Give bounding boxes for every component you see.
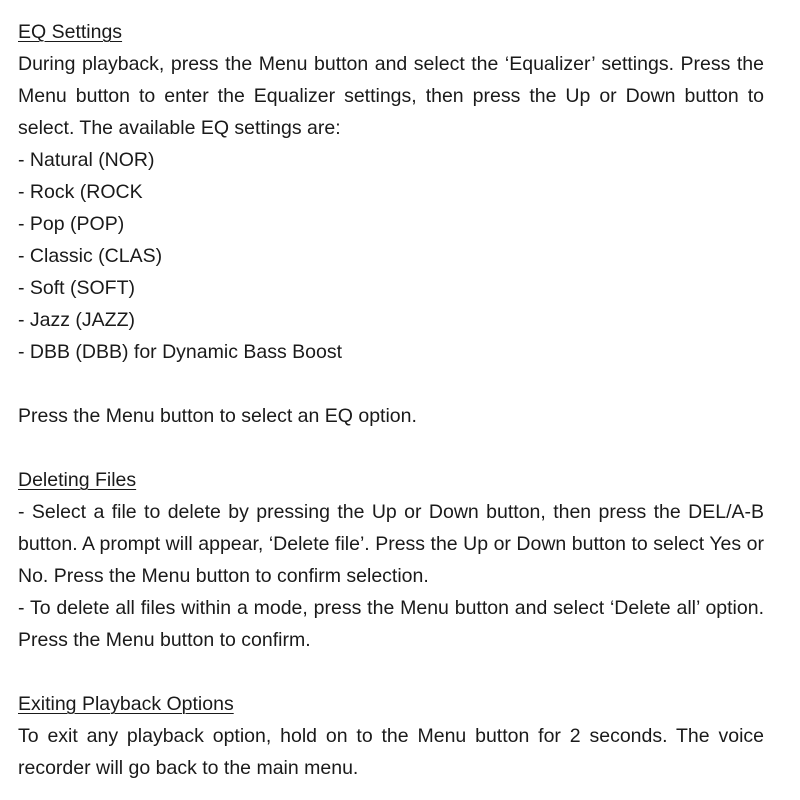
exiting-playback-section: [18, 688, 764, 784]
eq-option-natural: - Natural (NOR): [18, 149, 155, 171]
eq-option-pop: - Pop (POP): [18, 213, 125, 235]
eq-option-dbb: - DBB (DBB) for Dynamic Bass Boost: [18, 341, 342, 363]
spacer: [18, 432, 764, 464]
exiting-playback-heading: Exiting Playback Options: [18, 693, 234, 715]
eq-option-rock: - Rock (ROCK: [18, 181, 143, 203]
eq-settings-section: [18, 16, 764, 432]
spacer: [18, 656, 764, 688]
deleting-files-section: [18, 464, 764, 656]
eq-settings-closing: Press the Menu button to select an EQ option.: [18, 405, 417, 427]
deleting-files-heading: Deleting Files: [18, 469, 137, 491]
eq-option-classic: - Classic (CLAS): [18, 245, 163, 267]
document-page: [18, 16, 764, 784]
eq-settings-heading: EQ Settings: [18, 21, 123, 43]
eq-option-soft: - Soft (SOFT): [18, 277, 135, 299]
deleting-files-paragraph-2: - To delete all files within a mode, press the Menu button and select ‘Delete all’ option. Press the Menu button to confirm.: [18, 597, 764, 651]
eq-options-list: [18, 144, 764, 368]
spacer: [18, 368, 764, 400]
deleting-files-paragraph-1: - Select a file to delete by pressing the Up or Down button, then press the DEL/A-B button. A prompt will appear, ‘Delete file’. Press the Up or Down button to select Yes or No. Press the Menu button to confirm selection.: [18, 501, 764, 587]
eq-option-jazz: - Jazz (JAZZ): [18, 309, 135, 331]
eq-settings-intro: During playback, press the Menu button and select the ‘Equalizer’ settings. Press the Menu button to enter the Equalizer settings, then press the Up or Down button to select. The available EQ settings are:: [18, 53, 764, 139]
exiting-playback-paragraph: To exit any playback option, hold on to the Menu button for 2 seconds. The voice recorder will go back to the main menu.: [18, 725, 764, 779]
